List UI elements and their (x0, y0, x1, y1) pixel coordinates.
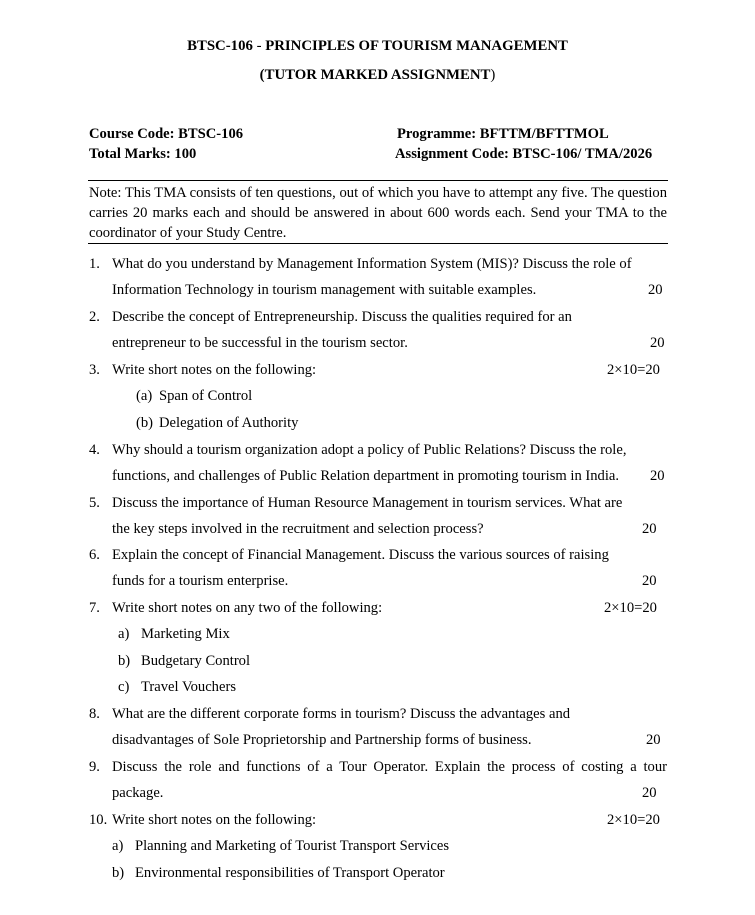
question-text-line: What do you understand by Management Information System (MIS)? Discuss the role of (112, 256, 632, 272)
subtitle-text: (TUTOR MARKED ASSIGNMENT (259, 67, 491, 83)
subpart-label: c) (118, 679, 130, 695)
question-text-line: funds for a tourism enterprise. (112, 573, 289, 589)
question-marks: 20 (642, 521, 657, 537)
question-marks: 2×10=20 (604, 600, 657, 616)
question-number: 1. (89, 256, 100, 272)
document-subtitle (0, 67, 755, 84)
question-text-line: Explain the concept of Financial Management. Discuss the various sources of raising (112, 547, 609, 563)
question-number: 7. (89, 600, 100, 616)
subpart-text: Planning and Marketing of Tourist Transport Services (135, 838, 450, 854)
question-number: 5. (89, 495, 100, 511)
note-text: Note: This TMA consists of ten questions, out of which you have to attempt any five. The question carries 20 marks each and should be answered in about 600 words each. Send your TMA to the coordinator of your Study Centre. (89, 185, 667, 241)
title-separator: - (252, 38, 266, 54)
question-text-line: the key steps involved in the recruitment and selection process? (112, 521, 484, 537)
question-marks: 20 (650, 335, 665, 351)
question-number: 6. (89, 547, 100, 563)
note-top-rule (88, 180, 668, 181)
question-marks: 2×10=20 (607, 362, 660, 378)
question-number: 4. (89, 442, 100, 458)
question-number: 8. (89, 706, 100, 722)
question-text-line: Why should a tourism organization adopt a policy of Public Relations? Discuss the role, (112, 442, 627, 458)
note-bottom-rule (88, 243, 668, 244)
subpart-text: Budgetary Control (141, 653, 251, 669)
question-marks: 20 (650, 468, 665, 484)
assignment-code: Assignment Code: BTSC-106/ TMA/2026 (395, 146, 653, 162)
title-name: PRINCIPLES OF TOURISM MANAGEMENT (265, 38, 568, 54)
total-marks: Total Marks: 100 (89, 146, 197, 162)
question-number: 3. (89, 362, 100, 378)
question-number: 2. (89, 309, 100, 325)
question-text-line: Information Technology in tourism management with suitable examples. (112, 282, 537, 298)
title-code: BTSC-106 (187, 38, 253, 54)
subpart-label: b) (112, 865, 125, 881)
question-marks: 20 (648, 282, 663, 298)
course-code: Course Code: BTSC-106 (89, 126, 244, 142)
subpart-label: a) (118, 626, 130, 642)
question-number: 9. (89, 759, 100, 775)
subtitle-close: ) (490, 67, 496, 83)
document-title (0, 38, 755, 55)
subpart-text: Marketing Mix (141, 626, 230, 642)
subpart-label: b) (118, 653, 131, 669)
question-text-line: functions, and challenges of Public Relation department in promoting tourism in India. (112, 468, 620, 484)
subpart-text: Travel Vouchers (141, 679, 236, 695)
question-text-line: disadvantages of Sole Proprietorship and Partnership forms of business. (112, 732, 532, 748)
question-text-line: package. (112, 785, 164, 801)
question-number: 10. (89, 812, 108, 828)
question-text-line: What are the different corporate forms in tourism? Discuss the advantages and (112, 706, 571, 722)
programme: Programme: BFTTM/BFTTMOL (397, 126, 609, 142)
question-text-line: Discuss the role and functions of a Tour Operator. Explain the process of costing a tour (112, 759, 667, 775)
question-text-line: Describe the concept of Entrepreneurship. Discuss the qualities required for an (112, 309, 572, 325)
question-marks: 20 (642, 573, 657, 589)
question-marks: 2×10=20 (607, 812, 660, 828)
question-text-line: Write short notes on the following: (112, 362, 317, 378)
question-text-line: entrepreneur to be successful in the tourism sector. (112, 335, 408, 351)
subpart-label: a) (112, 838, 124, 854)
question-marks: 20 (642, 785, 657, 801)
question-marks: 20 (646, 732, 661, 748)
question-text-line: Write short notes on the following: (112, 812, 317, 828)
subpart-text: Span of Control (159, 388, 253, 404)
question-text-line: Discuss the importance of Human Resource Management in tourism services. What are (112, 495, 623, 511)
subpart-label: (a) (136, 388, 153, 404)
subpart-text: Delegation of Authority (159, 415, 299, 431)
subpart-text: Environmental responsibilities of Transport Operator (135, 865, 445, 881)
subpart-label: (b) (136, 415, 154, 431)
question-text-line: Write short notes on any two of the following: (112, 600, 383, 616)
